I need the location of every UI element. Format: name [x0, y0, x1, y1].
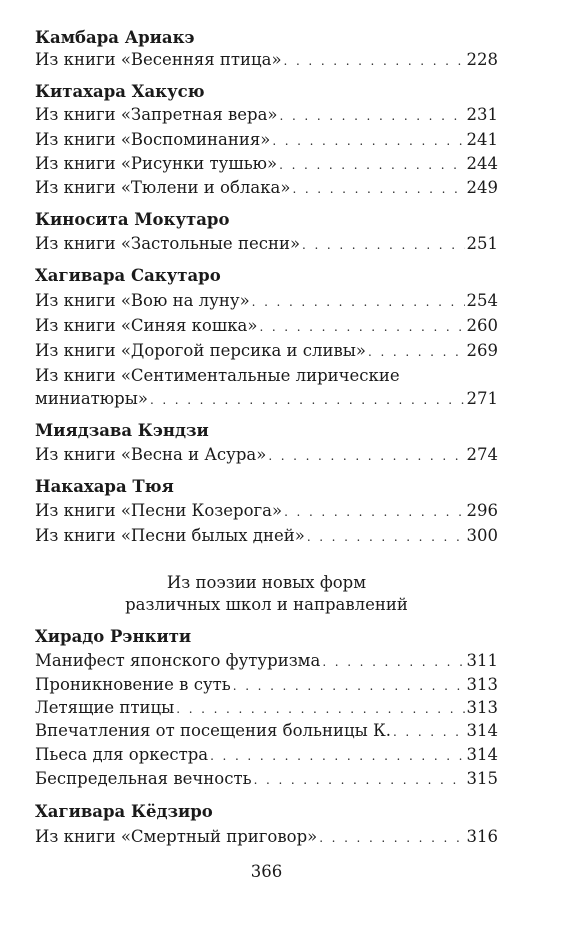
- entry-page: 244: [466, 154, 498, 173]
- entry-page: 228: [466, 50, 498, 69]
- dot-leader: [176, 699, 464, 719]
- dot-leader: [284, 502, 464, 522]
- entry-title: Из книги «Вою на луну»: [35, 291, 250, 310]
- dot-leader: [307, 527, 465, 547]
- toc-entry: [35, 341, 498, 362]
- entry-title: Из книги «Весна и Асура»: [35, 445, 267, 464]
- toc-entry: [35, 526, 498, 547]
- dot-leader: [272, 131, 464, 151]
- entry-title: Пьеса для оркестра: [35, 745, 209, 764]
- toc-entry: [35, 698, 498, 719]
- entry-page: 316: [466, 827, 498, 846]
- dot-leader: [393, 722, 465, 742]
- toc-entry: [35, 130, 498, 151]
- toc-entry: [35, 105, 498, 126]
- entry-title: Из книги «Дорогой персика и сливы»: [35, 341, 367, 360]
- dot-leader: [233, 676, 465, 696]
- dot-leader: [150, 390, 465, 410]
- entry-title: Летящие птицы: [35, 698, 175, 717]
- dot-leader: [259, 317, 464, 337]
- entry-page: 231: [466, 105, 498, 124]
- dot-leader: [292, 179, 464, 199]
- entry-title: миниатюры»: [35, 389, 148, 408]
- entry-page: 311: [466, 651, 498, 670]
- author-heading: Камбара Ариакэ: [35, 28, 195, 47]
- entry-page: 314: [466, 721, 498, 740]
- entry-page: 315: [466, 769, 498, 788]
- toc-entry: [35, 675, 498, 696]
- dot-leader: [280, 106, 465, 126]
- entry-title: Беспредельная вечность: [35, 769, 252, 788]
- entry-page: 254: [466, 291, 498, 310]
- entry-title: Из книги «Тюлени и облака»: [35, 178, 291, 197]
- part-heading-line: Из поэзии новых форм: [166, 573, 367, 592]
- entry-title-line1: Из книги «Сентиментальные лирические: [35, 366, 400, 385]
- dot-leader: [319, 828, 464, 848]
- entry-page: 251: [466, 234, 498, 253]
- toc-entry: [35, 445, 498, 466]
- dot-leader: [268, 446, 464, 466]
- toc-entry: [35, 154, 498, 175]
- entry-title: Из книги «Запретная вера»: [35, 105, 278, 124]
- toc-entry: [35, 291, 498, 312]
- entry-title: Из книги «Весенняя птица»: [35, 50, 282, 69]
- entry-page: 313: [466, 698, 498, 717]
- toc-entry: [35, 745, 498, 766]
- entry-page: 274: [466, 445, 498, 464]
- entry-title: Из книги «Синяя кошка»: [35, 316, 258, 335]
- entry-page: 314: [466, 745, 498, 764]
- author-heading: Хагивара Сакутаро: [35, 266, 221, 285]
- author-heading: Накахара Тюя: [35, 477, 174, 496]
- entry-title: Манифест японского футуризма: [35, 651, 321, 670]
- entry-page: 296: [466, 501, 498, 520]
- page-number: 366: [250, 862, 283, 881]
- part-heading-line: различных школ и направлений: [125, 595, 408, 614]
- entry-title: Из книги «Смертный приговор»: [35, 827, 318, 846]
- entry-title: Проникновение в суть: [35, 675, 231, 694]
- entry-page: 249: [466, 178, 498, 197]
- entry-page: 271: [466, 389, 498, 408]
- toc-entry: [35, 827, 498, 848]
- dot-leader: [254, 770, 465, 790]
- dot-leader: [368, 342, 464, 362]
- entry-title: Из книги «Воспоминания»: [35, 130, 271, 149]
- toc-entry: [35, 316, 498, 337]
- entry-title: Из книги «Песни Козерога»: [35, 501, 283, 520]
- entry-title: Из книги «Рисунки тушью»: [35, 154, 278, 173]
- author-heading: Хирадо Рэнкити: [35, 627, 192, 646]
- dot-leader: [279, 155, 464, 175]
- toc-entry: [35, 389, 498, 410]
- entry-title: Впечатления от посещения больницы К.: [35, 721, 391, 740]
- author-heading: Китахара Хакусю: [35, 82, 205, 101]
- dot-leader: [284, 51, 465, 71]
- toc-entry: [35, 651, 498, 672]
- entry-title: Из книги «Песни былых дней»: [35, 526, 305, 545]
- dot-leader: [302, 235, 464, 255]
- entry-title: Из книги «Застольные песни»: [35, 234, 301, 253]
- dot-leader: [210, 746, 464, 766]
- entry-page: 313: [466, 675, 498, 694]
- dot-leader: [252, 292, 465, 312]
- toc-entry: [35, 501, 498, 522]
- entry-page: 300: [466, 526, 498, 545]
- entry-page: 269: [466, 341, 498, 360]
- toc-entry: [35, 50, 498, 71]
- toc-entry: [35, 721, 498, 742]
- entry-page: 241: [466, 130, 498, 149]
- toc-entry: [35, 234, 498, 255]
- entry-page: 260: [466, 316, 498, 335]
- toc-entry: [35, 769, 498, 790]
- author-heading: Киносита Мокутаро: [35, 210, 230, 229]
- toc-entry: [35, 178, 498, 199]
- author-heading: Хагивара Кёдзиро: [35, 802, 213, 821]
- dot-leader: [322, 652, 464, 672]
- author-heading: Миядзава Кэндзи: [35, 421, 209, 440]
